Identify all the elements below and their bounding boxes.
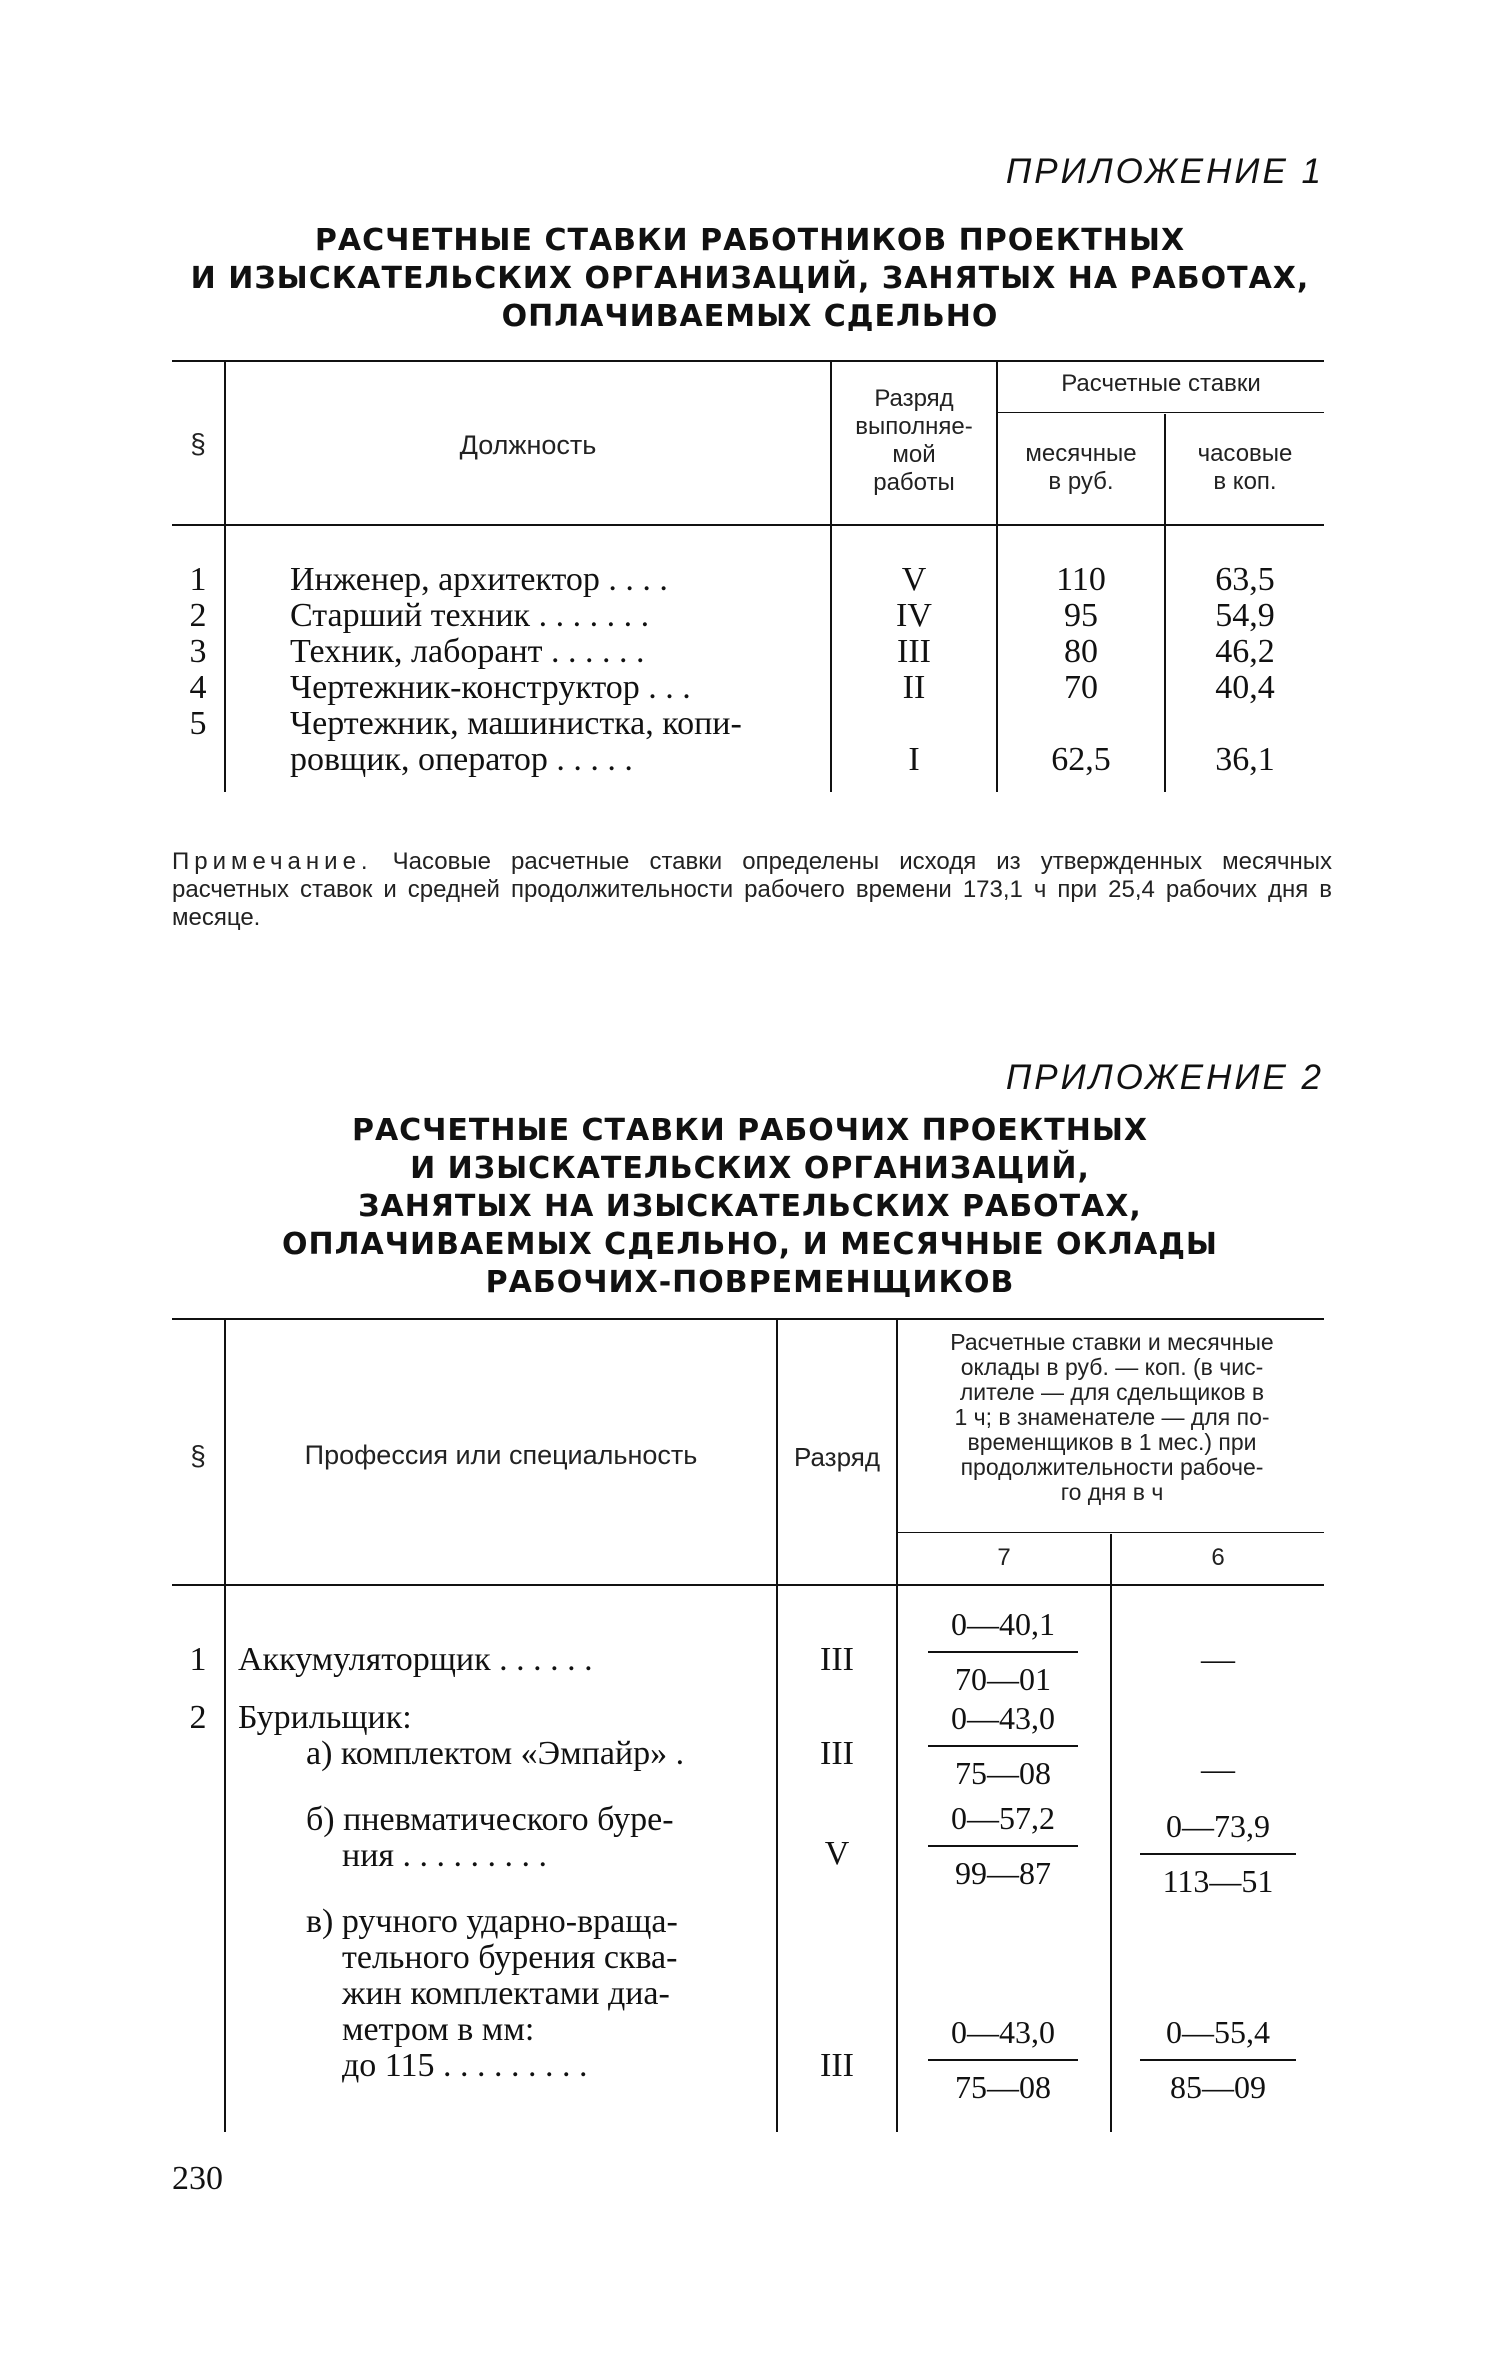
header-bottom-rule: [172, 524, 1324, 526]
rate-7-fraction: [928, 1800, 1078, 1892]
col-divider: [896, 1320, 898, 2132]
col-divider: [224, 362, 226, 792]
row-grade: IV: [896, 597, 932, 634]
appendix-1-label: ПРИЛОЖЕНИЕ 1: [1005, 152, 1324, 191]
rate-7-monthly: 70—01: [955, 1661, 1051, 1697]
row-profession: б) пневматического буре-: [306, 1801, 674, 1838]
row-grade: I: [908, 741, 920, 778]
row-position: Техник, лаборант . . . . . .: [290, 633, 645, 670]
rate-6-empty: —: [1201, 1641, 1235, 1678]
title-line: ОПЛАЧИВАЕМЫХ СДЕЛЬНО, И МЕСЯЧНЫЕ ОКЛАДЫ: [282, 1227, 1218, 1262]
row-position: Чертежник-конструктор . . .: [290, 669, 691, 706]
row-profession: до 115 . . . . . . . . .: [342, 2047, 588, 2084]
header-hourly: [1166, 440, 1324, 496]
header-grade-line: выполняе-: [855, 413, 973, 440]
rate-7-piece: 0—40,1: [951, 1606, 1055, 1642]
fraction-bar: [1140, 1853, 1296, 1855]
rate-6-piece: 0—73,9: [1166, 1808, 1270, 1844]
row-num: 2: [189, 597, 207, 634]
title-line: И ИЗЫСКАТЕЛЬСКИХ ОРГАНИЗАЦИЙ,: [410, 1151, 1090, 1186]
header-num: §: [190, 428, 206, 459]
rate-7-piece: 0—43,0: [951, 2014, 1055, 2050]
header-rates: Расчетные ставки: [1061, 370, 1261, 397]
table-top-rule: [172, 1318, 1324, 1320]
rate-7-monthly: 99—87: [955, 1855, 1051, 1891]
row-monthly: 110: [1056, 561, 1106, 598]
fraction-bar: [928, 2059, 1078, 2061]
appendix-2-label: ПРИЛОЖЕНИЕ 2: [1005, 1058, 1324, 1097]
rate-7-piece: 0—57,2: [951, 1800, 1055, 1836]
row-profession: в) ручного ударно-враща-: [306, 1903, 678, 1940]
rate-6-piece: 0—55,4: [1166, 2014, 1270, 2050]
rate-7-monthly: 75—08: [955, 2069, 1051, 2105]
header-rates: [900, 1330, 1324, 1505]
row-grade: V: [824, 1835, 850, 1872]
fraction-bar: [928, 1745, 1078, 1747]
header-profession: Профессия или специальность: [304, 1440, 698, 1470]
row-profession-cont: ния . . . . . . . . .: [342, 1837, 548, 1874]
header-grade: Разряд: [794, 1442, 880, 1472]
row-monthly: 62,5: [1051, 741, 1111, 778]
title-line: ЗАНЯТЫХ НА ИЗЫСКАТЕЛЬСКИХ РАБОТАХ,: [358, 1189, 1142, 1224]
header-rates-line: временщиков в 1 мес.) при: [967, 1429, 1257, 1455]
row-hourly: 46,2: [1215, 633, 1275, 670]
row-num: 2: [189, 1699, 207, 1736]
table-top-rule: [172, 360, 1324, 362]
rate-7-fraction: [928, 1606, 1078, 1698]
header-grade-line: работы: [873, 469, 955, 496]
title-line: РАБОЧИХ-ПОВРЕМЕНЩИКОВ: [485, 1265, 1015, 1300]
title-line: РАСЧЕТНЫЕ СТАВКИ РАБОЧИХ ПРОЕКТНЫХ: [351, 1113, 1149, 1148]
row-position: Чертежник, машинистка, копи-: [290, 705, 742, 742]
header-rates-line: 1 ч; в знаменателе — для по-: [954, 1404, 1270, 1430]
row-grade: III: [820, 1641, 854, 1678]
row-hourly: 36,1: [1215, 741, 1275, 778]
header-position: Должность: [459, 430, 597, 460]
rate-7-fraction: [928, 1700, 1078, 1792]
row-profession-cont: жин комплектами диа-: [342, 1975, 670, 2012]
row-profession-cont: метром в мм:: [342, 2011, 535, 2048]
rate-7-monthly: 75—08: [955, 1755, 1051, 1791]
row-grade: III: [820, 2047, 854, 2084]
row-profession: а) комплектом «Эмпайр» .: [306, 1735, 685, 1772]
row-grade: III: [897, 633, 931, 670]
row-hourly: 54,9: [1215, 597, 1275, 634]
header-rates-line: продолжительности рабоче-: [960, 1454, 1264, 1480]
row-profession-cont: тельного бурения сква-: [342, 1939, 678, 1976]
header-grade: [832, 385, 996, 497]
row-num: 3: [189, 633, 207, 670]
rate-7-piece: 0—43,0: [951, 1700, 1055, 1736]
row-hourly: 40,4: [1215, 669, 1275, 706]
header-monthly: [998, 440, 1164, 496]
rate-6-monthly: 113—51: [1162, 1863, 1274, 1899]
row-position: Инженер, архитектор . . . .: [290, 561, 668, 598]
note-text: Часовые расчетные ставки определены исходя из утвержденных месячных расчетных ставок и средней продолжительности рабочего времени 173,1 ч при 25,4 рабочих дня в месяце.: [172, 848, 1332, 931]
header-rates-line: лителе — для сдельщиков в: [959, 1379, 1265, 1405]
row-position-cont: ровщик, оператор . . . . .: [290, 741, 633, 778]
rate-6-fraction: [1140, 1808, 1296, 1900]
title-line: И ИЗЫСКАТЕЛЬСКИХ ОРГАНИЗАЦИЙ, ЗАНЯТЫХ НА РАБОТАХ,: [190, 261, 1310, 296]
row-position: Старший техник . . . . . . .: [290, 597, 650, 634]
row-profession: Бурильщик:: [238, 1699, 412, 1736]
header-sub-rule: [898, 1532, 1324, 1533]
page-number: 230: [172, 2160, 223, 2197]
header-rates-line: го дня в ч: [1060, 1479, 1164, 1505]
row-hourly: 63,5: [1215, 561, 1275, 598]
row-num: 5: [189, 705, 207, 742]
row-num: 1: [189, 1641, 207, 1678]
header-rates-line: оклады в руб. — коп. (в чис-: [960, 1354, 1264, 1380]
row-grade: II: [902, 669, 926, 706]
header-hours-7: 7: [997, 1544, 1011, 1571]
header-monthly-line: в руб.: [1048, 468, 1114, 495]
row-grade: III: [820, 1735, 854, 1772]
rate-6-fraction: [1140, 2014, 1296, 2106]
title-line: РАСЧЕТНЫЕ СТАВКИ РАБОТНИКОВ ПРОЕКТНЫХ: [314, 223, 1186, 258]
header-rates-line: Расчетные ставки и месячные: [950, 1329, 1274, 1355]
row-num: 4: [189, 669, 207, 706]
row-grade: V: [901, 561, 927, 598]
rate-7-fraction: [928, 2014, 1078, 2106]
header-sub-rule: [998, 412, 1324, 413]
rate-6-empty: —: [1201, 1751, 1235, 1788]
table-1-note: [172, 848, 1332, 932]
col-divider: [1110, 1534, 1112, 2132]
header-grade-line: мой: [892, 441, 936, 468]
row-num: 1: [189, 561, 207, 598]
header-grade-line: Разряд: [874, 385, 954, 412]
title-line: ОПЛАЧИВАЕМЫХ СДЕЛЬНО: [501, 299, 999, 334]
fraction-bar: [1140, 2059, 1296, 2061]
header-bottom-rule: [172, 1584, 1324, 1586]
header-monthly-line: месячные: [1025, 440, 1137, 467]
appendix-1-title: [150, 222, 1350, 336]
appendix-2-title: [150, 1112, 1350, 1302]
header-hourly-line: часовые: [1197, 440, 1293, 467]
row-monthly: 95: [1064, 597, 1098, 634]
row-profession: Аккумуляторщик . . . . . .: [238, 1641, 593, 1678]
fraction-bar: [928, 1651, 1078, 1653]
row-monthly: 80: [1064, 633, 1098, 670]
header-hours-6: 6: [1211, 1544, 1225, 1571]
rate-6-monthly: 85—09: [1170, 2069, 1266, 2105]
fraction-bar: [928, 1845, 1078, 1847]
header-num: §: [190, 1440, 206, 1471]
note-label: Примечание.: [172, 848, 373, 875]
header-hourly-line: в коп.: [1213, 468, 1277, 495]
row-monthly: 70: [1064, 669, 1098, 706]
